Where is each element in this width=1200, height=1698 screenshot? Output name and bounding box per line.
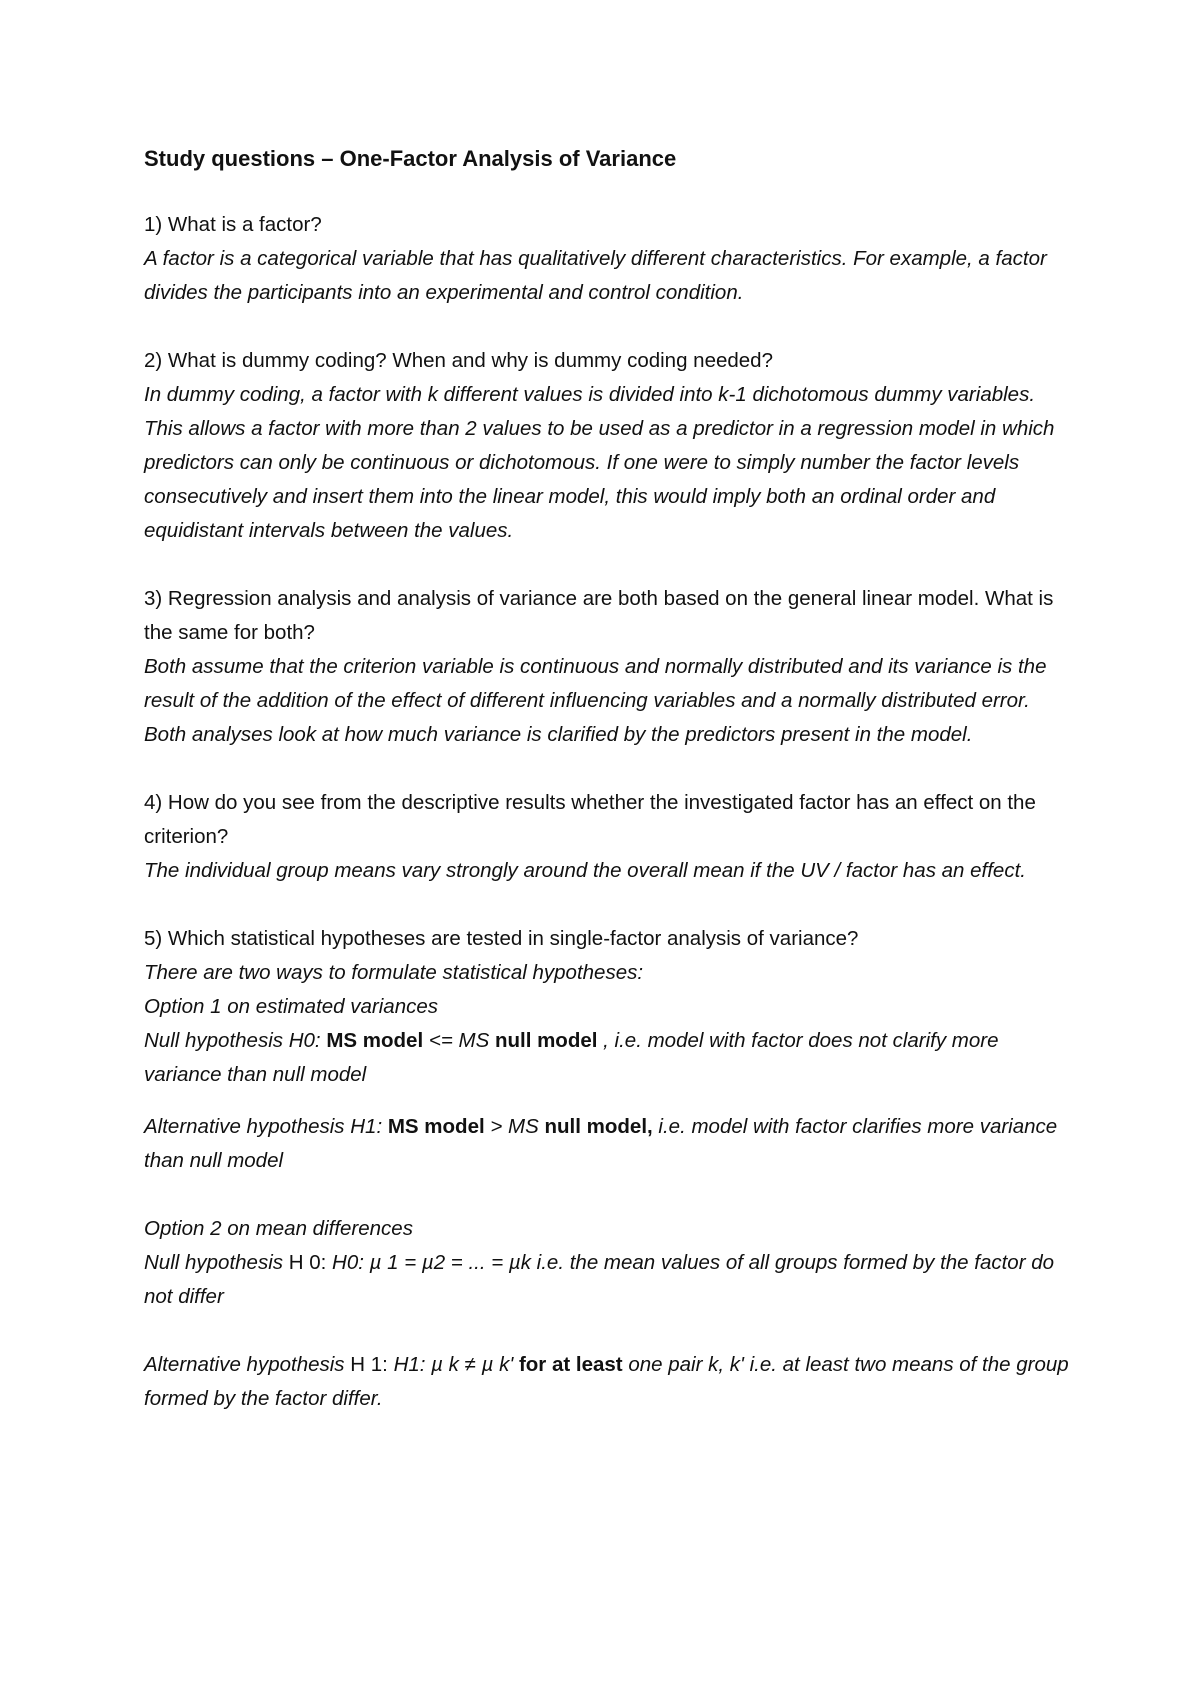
option-2-alt-mid: for at least: [518, 1353, 623, 1376]
answer-5-intro: There are two ways to formulate statistical hypotheses:: [144, 961, 644, 984]
option-2-alt-hypothesis: [144, 1348, 1074, 1416]
option-1-alt-rest: i.e. model with factor clarifies more variance than null model: [144, 1115, 1058, 1172]
option-1-null-ms1: MS model: [326, 1029, 424, 1052]
option-2-null-h: H 0:: [288, 1251, 327, 1274]
question-block-1: [144, 208, 1074, 310]
option-1-null-ms2: null model: [494, 1029, 598, 1052]
option-1-alt-ms1: MS model: [387, 1115, 485, 1138]
document-title: Study questions – One-Factor Analysis of Variance: [144, 146, 677, 171]
option-2-null-hypothesis: [144, 1246, 1074, 1314]
question-1: 1) What is a factor?: [144, 213, 322, 236]
option-2-alt-formula: H1: µ k ≠ µ k': [393, 1353, 514, 1376]
option-1-null-hypothesis: [144, 1024, 1074, 1092]
option-2-heading: Option 2 on mean differences: [144, 1217, 413, 1240]
answer-1: A factor is a categorical variable that has qualitatively different characteristics. For example, a factor divides the participants into an experimental and control condition.: [144, 247, 1047, 304]
option-1-heading: Option 1 on estimated variances: [144, 995, 438, 1018]
question-block-3: [144, 582, 1074, 752]
option-2-null-rest: H0: µ 1 = µ2 = ... = µk i.e. the mean values of all groups formed by the factor do not differ: [144, 1251, 1055, 1308]
question-3: 3) Regression analysis and analysis of variance are both based on the general linear model. What is the same for both?: [144, 587, 1054, 644]
question-block-5: [144, 922, 1074, 1416]
answer-2: In dummy coding, a factor with k different values is divided into k-1 dichotomous dummy variables. This allows a factor with more than 2 values to be used as a predictor in a regression model in which predictors can only be continuous or dichotomous. If one were to simply number the factor levels consecutively and insert them into the linear model, this would imply both an ordinal order and equidistant intervals between the values.: [144, 383, 1055, 542]
question-block-2: [144, 344, 1074, 548]
option-1-alt-op: > MS: [490, 1115, 539, 1138]
option-1-alt-ms2: null model,: [544, 1115, 653, 1138]
option-2-null-label: Null hypothesis: [144, 1251, 284, 1274]
document-page: [144, 140, 1074, 1450]
option-2-alt-label: Alternative hypothesis: [144, 1353, 345, 1376]
option-1-null-label: Null hypothesis H0:: [144, 1029, 321, 1052]
option-1-alt-hypothesis: [144, 1110, 1074, 1178]
answer-3: Both assume that the criterion variable is continuous and normally distributed and its variance is the result of the addition of the effect of different influencing variables and a normally distributed error. Both analyses look at how much variance is clarified by the predictors present in the model.: [144, 655, 1047, 746]
question-block-4: [144, 786, 1074, 888]
question-5: 5) Which statistical hypotheses are tested in single-factor analysis of variance?: [144, 927, 859, 950]
question-2: 2) What is dummy coding? When and why is dummy coding needed?: [144, 349, 773, 372]
option-1-null-rest: , i.e. model with factor does not clarify more variance than null model: [144, 1029, 999, 1086]
option-1-null-op: <= MS: [428, 1029, 490, 1052]
question-4: 4) How do you see from the descriptive results whether the investigated factor has an effect on the criterion?: [144, 791, 1036, 848]
option-2-alt-h: H 1:: [350, 1353, 388, 1376]
answer-4: The individual group means vary strongly around the overall mean if the UV / factor has an effect.: [144, 859, 1026, 882]
option-2-alt-rest: one pair k, k' i.e. at least two means of the group formed by the factor differ.: [144, 1353, 1069, 1410]
option-1-alt-label: Alternative hypothesis H1:: [144, 1115, 383, 1138]
